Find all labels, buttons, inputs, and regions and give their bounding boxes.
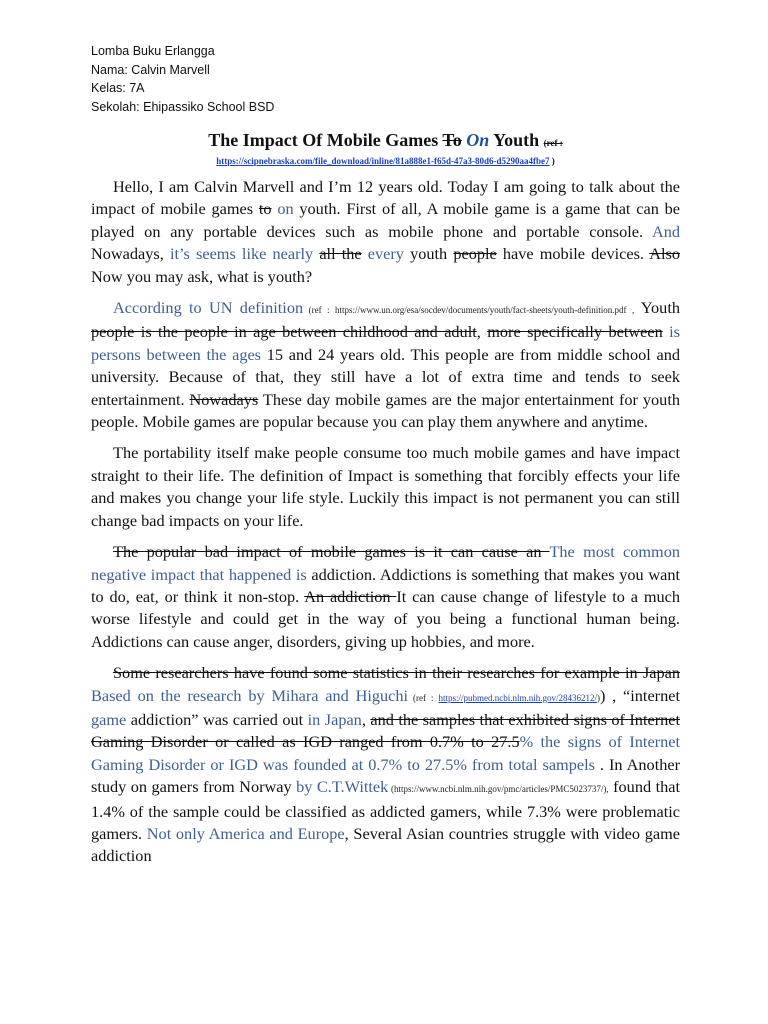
text-run: . In Another study on gamers from Norway: [91, 754, 681, 797]
struck-text: people: [453, 244, 497, 264]
text-run: Youth: [634, 298, 680, 318]
text-run: It can cause change of lifestyle to a much worse lifestyle and could get in the way of you being a functional human being. Addictions can cause anger, disorders, giving up hobbies, and more.: [91, 586, 680, 651]
reference-note: (ref :: [408, 692, 439, 703]
text-run: Now you may ask, what is youth?: [91, 266, 313, 286]
inserted-text: According to UN definition: [113, 298, 304, 318]
text-run: 15 and 24 years old. This people are from middle school and university. Because of that, they still have a lot of extra time and tends to seek entertainment.: [91, 344, 681, 409]
struck-text: Nowadays: [189, 389, 259, 409]
paragraph-addiction: [91, 541, 680, 653]
paragraph-youth-definition: [91, 297, 680, 433]
text-run: ,: [476, 322, 488, 342]
pubmed-reference-link[interactable]: https://pubmed.ncbi.nlm.nih.gov/28436212/: [438, 692, 597, 703]
title-struck-word: To: [442, 130, 462, 150]
reference-note: (ref : https://www.un.org/esa/socdev/documents/youth/fact-sheets/youth-definition.pdf ,: [303, 305, 635, 316]
title-reference: [91, 155, 680, 167]
text-run: addiction. Addictions is something that makes you want to do, eat, or think it non-stop.: [91, 564, 681, 606]
text-run: The portability itself make people consume too much mobile games and have impact straight to their life. The definition of Impact is something that forcibly effects your life and makes you change your life style. Luckily this impact is not permanent you can still change bad impacts on your life.: [91, 443, 680, 530]
paragraph-research: [91, 662, 680, 868]
paragraph-intro: [91, 176, 680, 288]
header-class: Kelas: 7A: [91, 81, 145, 95]
text-run: ) , “internet: [599, 685, 680, 705]
inserted-text: is persons between the ages: [91, 322, 681, 364]
inserted-text: in Japan: [307, 709, 362, 729]
header-competition: Lomba Buku Erlangga: [91, 44, 215, 58]
text-run: , Several Asian countries struggle with video game addiction: [91, 823, 681, 866]
inserted-text: on: [277, 199, 294, 219]
document-title: [91, 129, 680, 154]
title-ref-close: ): [549, 156, 555, 166]
struck-text: Also: [649, 244, 681, 264]
text-run: These day mobile games are the major entertainment for youth people. Mobile games are popular because you can play them anywhere and anytime.: [91, 389, 680, 432]
inserted-text: Not only America and Europe: [146, 823, 345, 843]
text-run: youth: [403, 244, 454, 264]
header-school: Sekolah: Ehipassiko School BSD: [91, 99, 275, 114]
title-text: The Impact Of Mobile Games: [208, 130, 443, 150]
text-run: addiction” was carried out: [126, 709, 308, 729]
paragraph-portability: [91, 442, 680, 532]
title-reference-link[interactable]: https://scipnebraska.com/file_download/inline/81a888e1-f65d-47a3-80d6-d5290aa4fbe7: [216, 156, 550, 166]
text-run: ,: [361, 709, 371, 729]
text-run: have mobile devices.: [496, 244, 650, 264]
inserted-text: it’s seems like nearly: [169, 244, 314, 264]
inserted-text: % the signs of Internet Gaming Disorder or IGD was founded at 0.7% to 27.5% from total sampels: [91, 732, 680, 774]
struck-text: more specifically between: [487, 322, 663, 342]
struck-text: Some researchers have found some statistics in their researches for example in Japan: [113, 663, 680, 683]
inserted-text: by C.T.Wittek: [296, 777, 389, 797]
struck-text: people is the people in age between childhood and adult: [91, 322, 477, 342]
struck-text: An addiction: [304, 586, 397, 606]
text-run: Nowadays,: [91, 244, 170, 264]
inserted-text: And: [651, 221, 680, 241]
inserted-text: game: [91, 709, 127, 729]
struck-text: and the samples that exhibited signs of Internet Gaming Disorder or called as IGD ranged from 0.7% to 27.5: [91, 709, 681, 752]
reference-note: ): [596, 692, 600, 703]
inserted-text: Based on the research by Mihara and Higuchi: [91, 685, 409, 705]
inserted-text: every: [367, 244, 404, 264]
text-run: found that 1.4% of the sample could be classified as addicted gamers, while 7.3% were problematic gamers.: [91, 777, 681, 843]
title-ref-label: (ref :: [543, 138, 563, 148]
title-inserted-word: On: [466, 130, 490, 150]
struck-text: to: [258, 199, 272, 219]
title-youth: Youth: [489, 130, 544, 150]
text-run: Hello, I am Calvin Marvell and I’m 12 years old. Today I am going to talk about the impact of mobile games: [91, 177, 680, 219]
struck-text: all the: [319, 244, 362, 264]
header-name: Nama: Calvin Marvell: [91, 62, 210, 77]
struck-text: The popular bad impact of mobile games is it can cause an: [113, 542, 550, 562]
header-block: [91, 42, 680, 116]
text-run: youth. First of all, A mobile game is a game that can be played on any portable devices such as mobile phone and portable console.: [91, 199, 680, 241]
inserted-text: The most common negative impact that happened is: [91, 542, 681, 584]
reference-note: (https://www.ncbi.nlm.nih.gov/pmc/articles/PMC5023737/),: [388, 784, 609, 795]
